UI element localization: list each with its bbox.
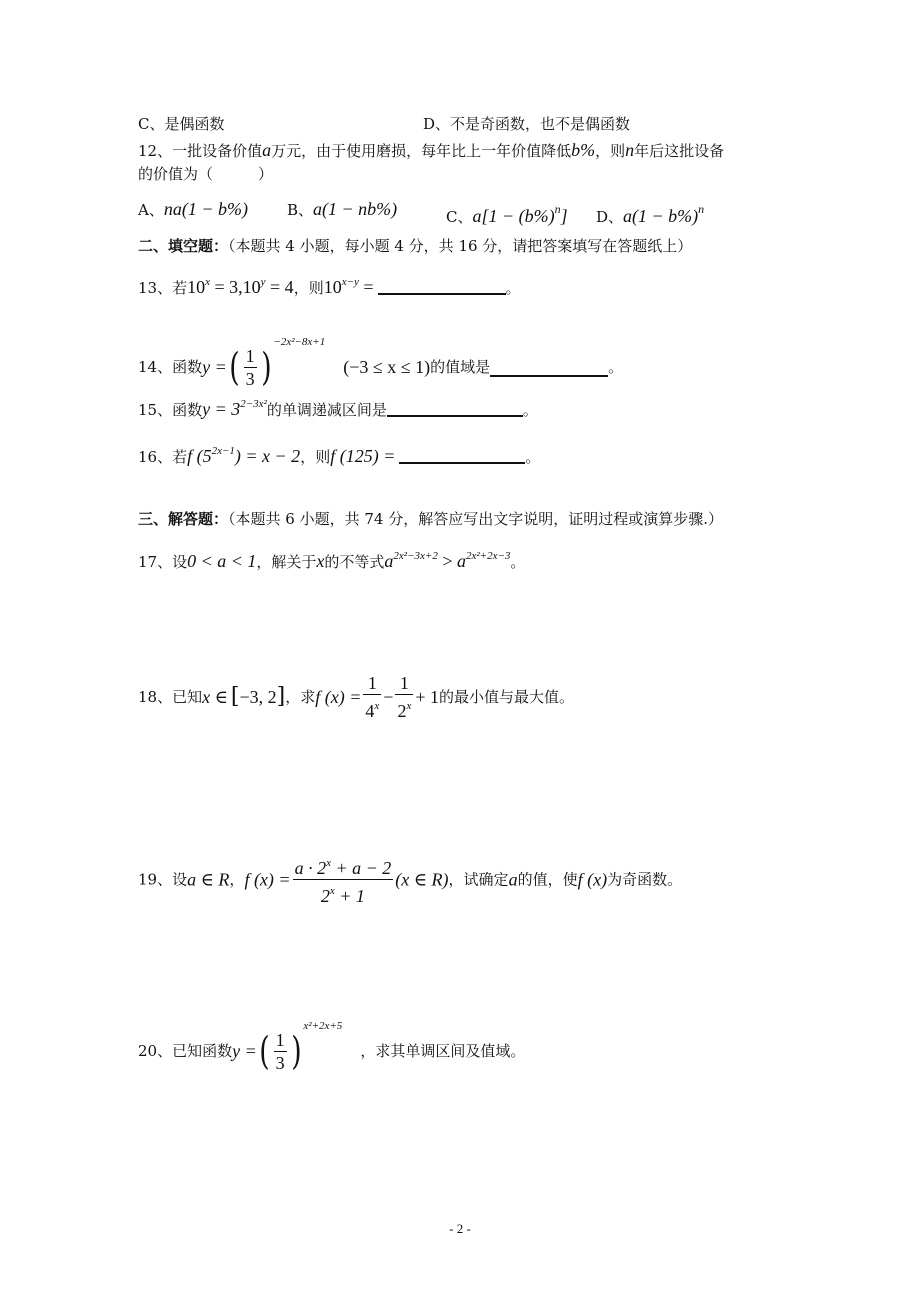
- q18-line: [138, 670, 574, 723]
- q18-den1-wrap: [363, 695, 381, 722]
- q13-then: ，则: [293, 279, 324, 297]
- q13-prefix: 13、若: [138, 279, 188, 297]
- q12-opt-c-label: C、: [446, 208, 473, 226]
- q17-var: x: [316, 551, 325, 571]
- q12-option-b-line: [287, 198, 397, 221]
- q14-num: 1: [245, 345, 255, 366]
- q12-var-n: n: [625, 140, 635, 160]
- q18-minus: −: [383, 687, 394, 707]
- q19-comma: ，: [229, 870, 245, 889]
- q12-var-b: b%: [571, 140, 596, 160]
- q14-y: y =: [202, 357, 227, 377]
- q20-exp: x²+2x+5: [303, 1020, 343, 1032]
- section2-header: [138, 235, 692, 257]
- q14-prefix: 14、函数: [138, 358, 203, 376]
- q20-suffix: ，求其单调区间及值域。: [360, 1042, 526, 1060]
- q13-mid1: = 3,10: [209, 277, 261, 297]
- q19-den: 2: [320, 886, 330, 906]
- q14-range: (−3 ≤ x ≤ 1): [343, 357, 431, 377]
- q19-mid: ，试确定: [448, 870, 509, 889]
- q18-num2: 1: [395, 672, 413, 695]
- q18-mid: ，求: [285, 688, 316, 706]
- q20-num: 1: [275, 1029, 285, 1050]
- q12-opt-b-label: B、: [287, 201, 314, 219]
- q12-line1: [138, 139, 724, 162]
- q19-num-exp: x: [326, 857, 331, 869]
- q18-den1: 4: [365, 701, 375, 721]
- q12-text-a: 12、一批设备价值: [138, 142, 263, 160]
- q18-fraction-1: [363, 672, 381, 722]
- q15-prefix: 15、函数: [138, 401, 203, 419]
- q18-interval: −3, 2: [239, 687, 277, 707]
- q13-eq: =: [358, 277, 374, 297]
- section3-desc: （本题共 6 小题，共 74 分，解答应写出文字说明，证明过程或演算步骤.）: [228, 510, 723, 528]
- q16-expr1: f (5: [187, 446, 212, 466]
- q17-lhs: a: [384, 551, 394, 571]
- q15-end: 。: [522, 401, 538, 419]
- q18-right-bracket-icon: ]: [276, 684, 286, 709]
- q15-line: [138, 393, 538, 421]
- q18-suffix: 的最小值与最大值。: [439, 688, 575, 706]
- q19-mid2: 的值，使: [517, 870, 578, 889]
- q14-fraction: [244, 345, 257, 390]
- q12-opt-c: a[1 − (b%): [472, 206, 555, 226]
- q18-den2-exp: x: [406, 700, 412, 712]
- q18-num1: 1: [363, 672, 381, 695]
- q12-options: [138, 198, 248, 221]
- q14-line: [138, 318, 623, 391]
- q19-domain: (x ∈ R): [395, 869, 449, 890]
- q19-fx: f (x): [577, 869, 608, 890]
- q14-suffix: 的值域是: [430, 358, 491, 376]
- q14-answer-blank[interactable]: [490, 357, 608, 377]
- q12-line2: [138, 163, 273, 185]
- q14-end: 。: [608, 358, 624, 376]
- q11-options: [138, 113, 224, 135]
- q12-option-d-line: [596, 198, 704, 228]
- q17-cond: 0 < a < 1: [187, 551, 257, 571]
- q17-line: [138, 545, 525, 573]
- q12-opt-d-exp: n: [698, 202, 705, 216]
- q20-prefix: 20、已知函数: [138, 1042, 233, 1060]
- q12-opt-a: na(1 − b%): [163, 199, 248, 219]
- q15-suffix: 的单调递减区间是: [266, 401, 387, 419]
- q12-opt-d: a(1 − b%): [623, 206, 699, 226]
- q18-fraction-2: [395, 672, 413, 722]
- q12-opt-d-label: D、: [596, 208, 624, 226]
- q14-den: 3: [245, 368, 255, 389]
- q13-exp2: y: [260, 276, 266, 288]
- q12-text-d: 年后这批设备: [634, 142, 725, 160]
- q19-var: a: [508, 869, 518, 890]
- q19-den-tail: + 1: [334, 886, 365, 906]
- q16-exp: 2x−1: [211, 445, 235, 457]
- q13-end: 。: [505, 279, 521, 297]
- q15-expr: y = 3: [202, 399, 241, 419]
- q18-den2: 2: [397, 701, 407, 721]
- q16-then: ，则: [300, 448, 331, 466]
- q13-exp3: x−y: [341, 276, 359, 288]
- q12-opt-c-end: ]: [560, 206, 568, 226]
- q19-num-tail: + a − 2: [330, 858, 392, 878]
- q12-opt-c-exp: n: [554, 202, 561, 216]
- q12-opt-b: a(1 − nb%): [313, 199, 398, 219]
- q16-end: 。: [525, 448, 541, 466]
- q13-mid2: = 4: [265, 277, 294, 297]
- q14-left-paren-icon: (: [228, 345, 240, 389]
- q15-exp: 2−3x²: [240, 398, 267, 410]
- q19-suffix: 为奇函数。: [607, 870, 683, 889]
- q18-left-bracket-icon: [: [230, 684, 240, 709]
- q19-f: f (x) =: [244, 869, 291, 890]
- q18-cond: x ∈: [202, 687, 228, 707]
- q19-den-wrap: [293, 880, 394, 907]
- q19-fraction: [293, 852, 394, 907]
- q17-lhs-exp: 2x²−3x+2: [393, 550, 438, 562]
- q12-text-c: ，则: [595, 142, 626, 160]
- q18-prefix: 18、已知: [138, 688, 203, 706]
- q19-num-wrap: [293, 852, 394, 880]
- q14-right-paren-icon: ): [260, 345, 272, 389]
- q16-line: [138, 440, 540, 468]
- q13-exp1: x: [205, 276, 210, 288]
- q12-option-c-line: [446, 198, 568, 228]
- q17-mid2: 的不等式: [324, 553, 385, 571]
- q17-rhs: a: [457, 551, 466, 571]
- q16-answer-blank[interactable]: [399, 444, 525, 464]
- q11-option-d-line: [423, 113, 630, 135]
- q11-option-c: C、是偶函数: [138, 115, 225, 133]
- section2-title: 二、填空题：: [138, 237, 229, 255]
- q17-end: 。: [510, 553, 526, 571]
- q17-mid: ，解关于: [256, 553, 317, 571]
- q16-expr3: f (125) =: [330, 446, 396, 466]
- q20-y: y =: [232, 1041, 257, 1061]
- section3-title: 三、解答题：: [138, 510, 229, 528]
- q14-exp: −2x²−8x+1: [273, 336, 326, 348]
- q20-fraction: [274, 1029, 287, 1074]
- q13-expr1: 10: [187, 277, 206, 297]
- q12-opt-a-label: A、: [138, 201, 164, 219]
- q19-den-exp: x: [329, 885, 335, 897]
- q18-plus: + 1: [415, 687, 439, 707]
- q16-expr2: ) = x − 2: [234, 446, 301, 466]
- q17-gt: >: [437, 551, 457, 571]
- q20-right-paren-icon: ): [290, 1029, 302, 1073]
- q20-left-paren-icon: (: [258, 1029, 270, 1073]
- q11-option-d: D、不是奇函数，也不是偶函数: [423, 115, 631, 133]
- q19-line: [138, 852, 682, 907]
- q13-answer-blank[interactable]: [378, 275, 506, 295]
- q16-prefix: 16、若: [138, 448, 188, 466]
- q12-text-line2: 的价值为（ ）: [138, 165, 274, 183]
- section3-header: [138, 508, 723, 530]
- q19-cond: a ∈ R: [187, 869, 230, 890]
- q18-f: f (x) =: [315, 687, 362, 707]
- q19-prefix: 19、设: [138, 870, 188, 889]
- page-number: - 2 -: [449, 1221, 471, 1236]
- q13-line: [138, 271, 521, 299]
- q20-line: [138, 1002, 525, 1075]
- q19-num: a · 2: [294, 858, 327, 878]
- q17-prefix: 17、设: [138, 553, 188, 571]
- q12-text-b: 万元，由于使用磨损，每年比上一年价值降低: [271, 142, 572, 160]
- q15-answer-blank[interactable]: [387, 397, 523, 417]
- q18-den1-exp: x: [374, 700, 380, 712]
- q13-expr2: 10: [323, 277, 342, 297]
- section2-desc: （本题共 4 小题，每小题 4 分，共 16 分，请把答案填写在答题纸上）: [228, 237, 693, 255]
- q20-den: 3: [275, 1052, 285, 1073]
- q12-var-a: a: [262, 140, 272, 160]
- q17-rhs-exp: 2x²+2x−3: [466, 550, 511, 562]
- q18-den2-wrap: [395, 695, 413, 722]
